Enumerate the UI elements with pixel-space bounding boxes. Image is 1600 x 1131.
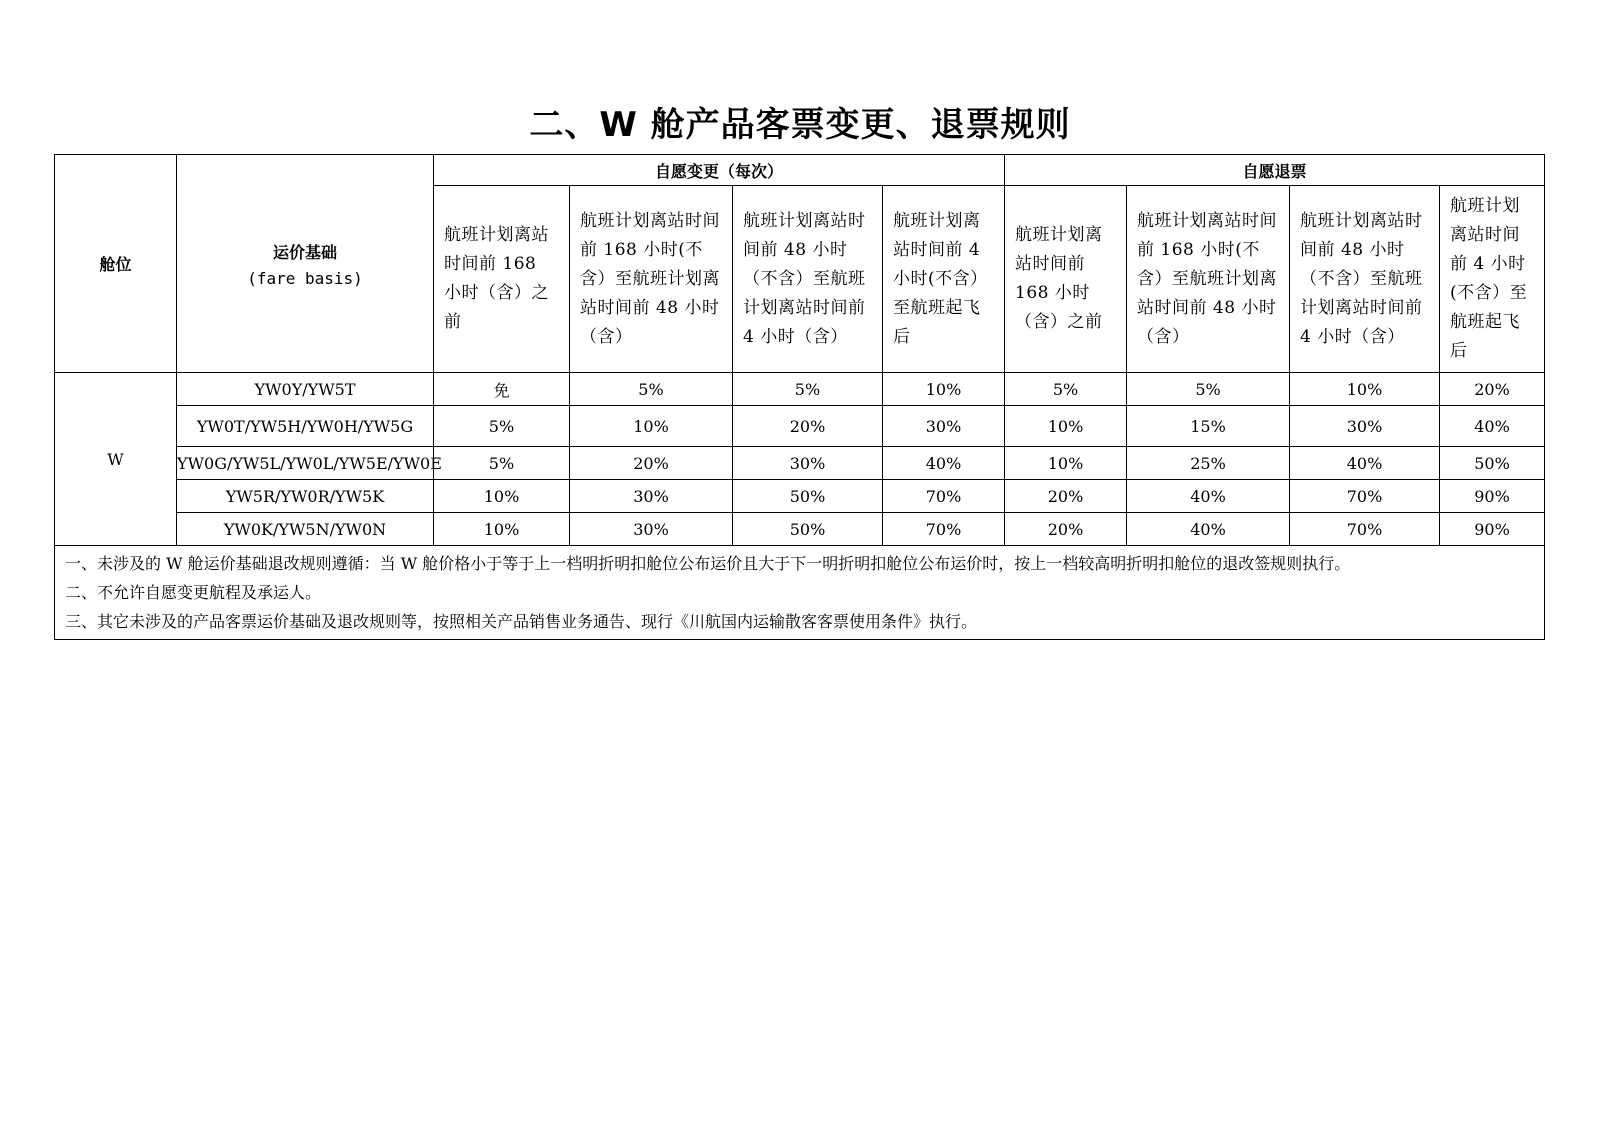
fee-cell: 40% bbox=[1440, 406, 1545, 447]
fee-cell: 5% bbox=[434, 447, 570, 480]
fee-cell: 30% bbox=[883, 406, 1005, 447]
header-row-group bbox=[55, 155, 1545, 186]
table-row bbox=[55, 406, 1545, 447]
fare-basis-cell: YW0K/YW5N/YW0N bbox=[177, 513, 434, 546]
fee-cell: 40% bbox=[883, 447, 1005, 480]
fee-cell: 40% bbox=[1127, 513, 1290, 546]
fee-cell: 70% bbox=[1290, 513, 1440, 546]
fee-cell: 20% bbox=[1440, 373, 1545, 406]
fee-cell: 10% bbox=[434, 513, 570, 546]
fee-cell: 5% bbox=[1005, 373, 1127, 406]
fare-basis-header-en: (fare basis) bbox=[247, 268, 363, 288]
fee-cell: 25% bbox=[1127, 447, 1290, 480]
rules-table bbox=[54, 154, 1545, 640]
refund-period-header: 航班计划离站时间前 48 小时（不含）至航班计划离站时间前 4 小时（含） bbox=[1290, 186, 1440, 373]
fare-basis-cell: YW5R/YW0R/YW5K bbox=[177, 480, 434, 513]
refund-period-header: 航班计划离站时间前 168 小时(不含）至航班计划离站时间前 48 小时（含） bbox=[1127, 186, 1290, 373]
note-line: 三、其它未涉及的产品客票运价基础及退改规则等，按照相关产品销售业务通告、现行《川航国内运输散客客票使用条件》执行。 bbox=[65, 612, 978, 631]
fee-cell: 90% bbox=[1440, 513, 1545, 546]
refund-period-header: 航班计划离站时间前 168 小时（含）之前 bbox=[1005, 186, 1127, 373]
fee-cell: 10% bbox=[1290, 373, 1440, 406]
fee-cell: 20% bbox=[570, 447, 733, 480]
fare-basis-header-cn: 运价基础 bbox=[272, 242, 337, 262]
notes-row bbox=[55, 546, 1545, 640]
fee-cell: 10% bbox=[883, 373, 1005, 406]
cabin-cell: W bbox=[55, 373, 177, 546]
change-group-header: 自愿变更（每次） bbox=[434, 155, 1005, 186]
fee-cell: 免 bbox=[434, 373, 570, 406]
fee-cell: 10% bbox=[1005, 447, 1127, 480]
note-line: 二、不允许自愿变更航程及承运人。 bbox=[65, 583, 322, 602]
fare-basis-cell: YW0Y/YW5T bbox=[177, 373, 434, 406]
fee-cell: 70% bbox=[1290, 480, 1440, 513]
fee-cell: 5% bbox=[434, 406, 570, 447]
change-period-header: 航班计划离站时间前 168 小时（含）之前 bbox=[434, 186, 570, 373]
fee-cell: 40% bbox=[1290, 447, 1440, 480]
table-row bbox=[55, 513, 1545, 546]
fee-cell: 20% bbox=[1005, 513, 1127, 546]
fee-cell: 30% bbox=[1290, 406, 1440, 447]
fee-cell: 50% bbox=[733, 480, 883, 513]
refund-period-header: 航班计划离站时间前 4 小时(不含）至航班起飞后 bbox=[1440, 186, 1545, 373]
fare-basis-cell: YW0T/YW5H/YW0H/YW5G bbox=[177, 406, 434, 447]
page-title: 二、W 舱产品客票变更、退票规则 bbox=[529, 105, 1071, 145]
fare-basis-cell: YW0G/YW5L/YW0L/YW5E/YW0E bbox=[177, 447, 434, 480]
cabin-header: 舱位 bbox=[55, 155, 177, 373]
fee-cell: 20% bbox=[733, 406, 883, 447]
fee-cell: 50% bbox=[733, 513, 883, 546]
note-line: 一、未涉及的 W 舱运价基础退改规则遵循：当 W 舱价格小于等于上一档明折明扣舱位公布运价且大于下一明折明扣舱位公布运价时，按上一档较高明折明扣舱位的退改签规则执行。 bbox=[65, 554, 1351, 573]
fee-cell: 15% bbox=[1127, 406, 1290, 447]
fee-cell: 40% bbox=[1127, 480, 1290, 513]
fee-cell: 30% bbox=[570, 513, 733, 546]
change-period-header: 航班计划离站时间前 48 小时（不含）至航班计划离站时间前 4 小时（含） bbox=[733, 186, 883, 373]
fee-cell: 5% bbox=[1127, 373, 1290, 406]
refund-group-header: 自愿退票 bbox=[1005, 155, 1545, 186]
fare-basis-header bbox=[177, 155, 434, 373]
notes-cell bbox=[55, 546, 1545, 640]
table-row bbox=[55, 480, 1545, 513]
change-period-header: 航班计划离站时间前 168 小时(不含）至航班计划离站时间前 48 小时（含） bbox=[570, 186, 733, 373]
fee-cell: 90% bbox=[1440, 480, 1545, 513]
fee-cell: 10% bbox=[570, 406, 733, 447]
fee-cell: 50% bbox=[1440, 447, 1545, 480]
fee-cell: 30% bbox=[570, 480, 733, 513]
fee-cell: 10% bbox=[434, 480, 570, 513]
fee-cell: 70% bbox=[883, 513, 1005, 546]
table-row bbox=[55, 373, 1545, 406]
table-row bbox=[55, 447, 1545, 480]
fee-cell: 30% bbox=[733, 447, 883, 480]
fee-cell: 20% bbox=[1005, 480, 1127, 513]
fee-cell: 70% bbox=[883, 480, 1005, 513]
fee-cell: 10% bbox=[1005, 406, 1127, 447]
fee-cell: 5% bbox=[570, 373, 733, 406]
fee-cell: 5% bbox=[733, 373, 883, 406]
change-period-header: 航班计划离站时间前 4 小时(不含）至航班起飞后 bbox=[883, 186, 1005, 373]
